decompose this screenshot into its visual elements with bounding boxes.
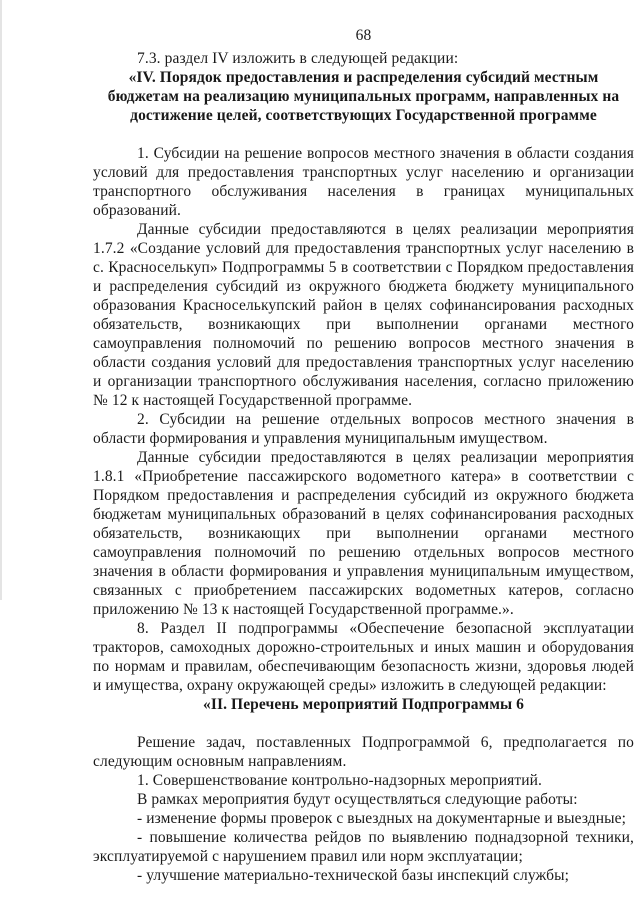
subsection-heading-ii: «II. Перечень мероприятий Подпрограммы 6	[202, 696, 524, 713]
list-item-raids: - повышение количества рейдов по выявлению поднадзорной техники, эксплуатируемой с нарушением правил или норм эксплуатации;	[93, 829, 634, 865]
paragraph-section-8: 8. Раздел II подпрограммы «Обеспечение безопасной эксплуатации тракторов, самоходных дорожно-строительных и иных машин и оборудования по нормам и правилам, обеспечивающим безопасность жизни, здоровья людей и имущества, охрану окружающей среды» изложить в следующей редакции:	[93, 620, 634, 694]
paragraph-subsidies-2-details: Данные субсидии предоставляются в целях реализации мероприятия 1.8.1 «Приобретение пассажирского водометного катера» в соответствии с Порядком предоставления и распределения субсидий из окружного бюджета бюджетам муниципальных образований в целях софинансирования расходных обязательств, возникающих при выполнении органами местного самоуправления полномочий по решению отдельных вопросов местного значения в области формирования и управления муниципальным имуществом, связанных с приобретением пассажирских водометных катеров, согласно приложению № 13 к настоящей Государственной программе.».	[93, 449, 634, 618]
paragraph-subsidies-2: 2. Субсидии на решение отдельных вопросов местного значения в области формирования и управления муниципальным имуществом.	[93, 411, 634, 447]
paragraph-works-intro: В рамках мероприятия будут осуществляться следующие работы:	[137, 791, 578, 808]
scan-edge-artifact	[0, 0, 2, 600]
paragraph-direction-1: 1. Совершенствование контрольно-надзорных мероприятий.	[137, 772, 542, 789]
list-item-material-base: - улучшение материально-технической базы инспекций службы;	[137, 867, 570, 884]
text-block	[93, 26, 634, 885]
section-heading-iv: «IV. Порядок предоставления и распределения субсидий местным бюджетам на реализацию муниципальных программ, направленных на достижение целей, соответствующих Государственной программе	[107, 69, 620, 124]
paragraph-subsidies-1: 1. Субсидии на решение вопросов местного значения в области создания условий для предоставления транспортных услуг населению и организации транспортного обслуживания населения в границах муниципальных образований.	[93, 145, 634, 219]
paragraph-intro: 7.3. раздел IV изложить в следующей редакции:	[137, 50, 459, 67]
paragraph-subsidies-1-details: Данные субсидии предоставляются в целях реализации мероприятия 1.7.2 «Создание условий для предоставления транспортных услуг населению в с. Красноселькуп» Подпрограммы 5 в соответствии с Порядком предоставления и распределения субсидий из окружного бюджета бюджету муниципального образования Красноселькупский район в целях софинансирования расходных обязательств, возникающих при выполнении органами местного самоуправления полномочий по решению вопросов местного значения в области создания условий для предоставления транспортных услуг населению и организации транспортного обслуживания населения, согласно приложению № 12 к настоящей Государственной программе.	[93, 221, 634, 409]
list-item-inspection-forms: - изменение формы проверок с выездных на документарные и выездные;	[137, 810, 627, 827]
paragraph-tasks: Решение задач, поставленных Подпрограммой 6, предполагается по следующим основным направлениям.	[93, 734, 634, 770]
page-number: 68	[355, 27, 372, 44]
